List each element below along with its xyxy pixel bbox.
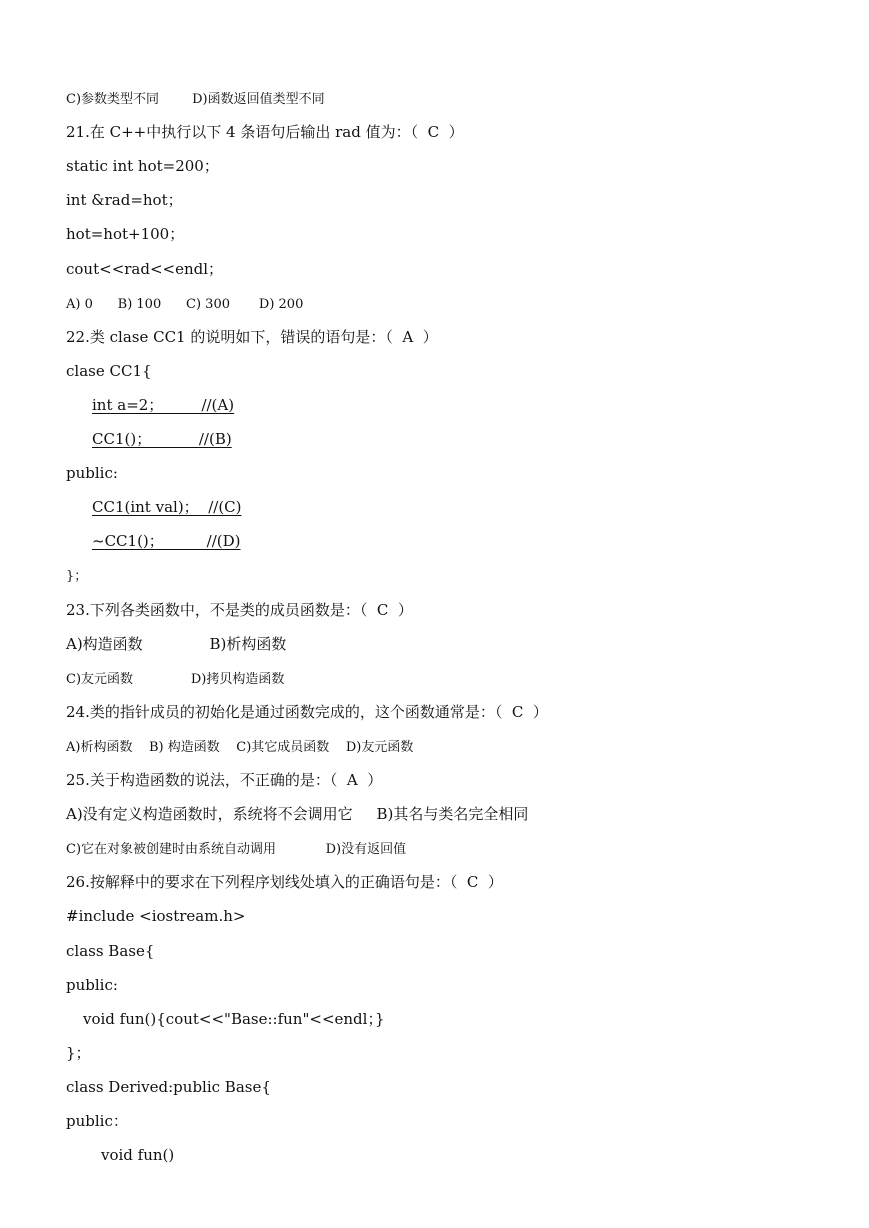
text-line: 23.下列各类函数中，不是类的成员函数是：（ C ） bbox=[66, 600, 413, 619]
text-line: void fun(){cout<<"Base::fun"<<endl；} bbox=[83, 1009, 385, 1028]
text-line: }； bbox=[66, 569, 88, 585]
text-line: hot=hot+100； bbox=[66, 225, 185, 244]
text-line: public: bbox=[66, 975, 118, 994]
text-line: A)构造函数 B)析构函数 bbox=[66, 634, 287, 653]
text-line: 22.类 clase CC1 的说明如下，错误的语句是：（ A ） bbox=[66, 327, 438, 346]
text-line: int &rad=hot； bbox=[66, 191, 183, 210]
text-line: 24.类的指针成员的初始化是通过函数完成的，这个函数通常是：（ C ） bbox=[66, 702, 548, 721]
text-line: 26.按解释中的要求在下列程序划线处填入的正确语句是：（ C ） bbox=[66, 873, 503, 892]
text-line: CC1()； //(B) bbox=[92, 430, 232, 448]
text-line: C)友元函数 D)拷贝构造函数 bbox=[66, 671, 285, 687]
text-line: CC1(int val)； //(C) bbox=[92, 498, 242, 517]
text-line: A)没有定义构造函数时，系统将不会调用它 B)其名与类名完全相同 bbox=[66, 805, 529, 824]
text-line: }； bbox=[66, 1043, 91, 1062]
text-line: static int hot=200； bbox=[66, 157, 219, 176]
text-line: int a=2； //(A) bbox=[92, 395, 235, 414]
text-line: A)析构函数 B) 构造函数 C)其它成员函数 D)友元函数 bbox=[66, 739, 414, 755]
text-line: A) 0 B) 100 C) 300 D) 200 bbox=[66, 296, 304, 312]
text-line: clase CC1{ bbox=[66, 361, 152, 380]
text-line: void fun() bbox=[101, 1146, 175, 1165]
text-line: 21.在 C++中执行以下 4 条语句后输出 rad 值为：（ C ） bbox=[66, 123, 464, 142]
text-line: 25.关于构造函数的说法，不正确的是：（ A ） bbox=[66, 771, 383, 789]
text-line: cout<<rad<<endl； bbox=[66, 259, 224, 278]
text-line: class Derived:public Base{ bbox=[66, 1077, 271, 1096]
text-line: ~CC1()； //(D) bbox=[92, 532, 241, 551]
text-line: class Base{ bbox=[66, 941, 155, 960]
text-line: C)参数类型不同 D)函数返回值类型不同 bbox=[66, 92, 325, 107]
text-line: #include <iostream.h> bbox=[66, 907, 246, 926]
text-line: C)它在对象被创建时由系统自动调用 D)没有返回值 bbox=[66, 842, 407, 858]
text-line: public: bbox=[66, 464, 118, 483]
text-line: public： bbox=[66, 1112, 128, 1130]
